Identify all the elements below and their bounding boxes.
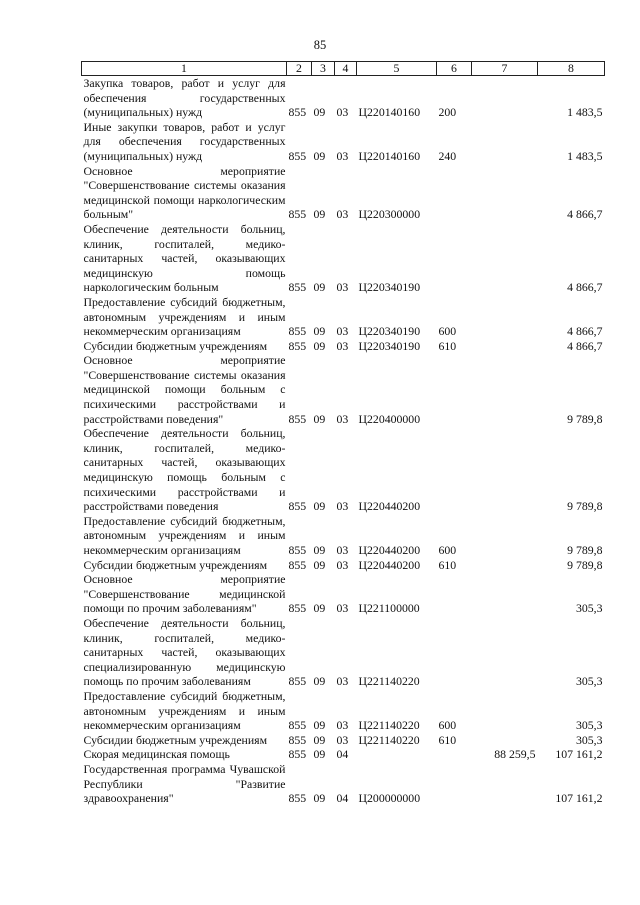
subsection-code: 03 bbox=[336, 148, 349, 163]
amount-col7 bbox=[472, 353, 538, 426]
table-row bbox=[82, 353, 605, 426]
target-article-code: Ц220440200 bbox=[358, 557, 421, 572]
amount-col7 bbox=[472, 339, 538, 354]
target-article-code: Ц220300000 bbox=[358, 207, 421, 222]
column-header: 2 bbox=[287, 62, 312, 76]
column-header: 1 bbox=[82, 62, 287, 76]
table-row bbox=[82, 616, 605, 689]
subsection-code: 03 bbox=[336, 207, 349, 222]
amount-col7 bbox=[472, 514, 538, 558]
subsection-code: 03 bbox=[336, 105, 349, 120]
table-row bbox=[82, 689, 605, 733]
ministry-code: 855 bbox=[288, 105, 307, 120]
expense-type-code: 240 bbox=[438, 148, 457, 163]
target-article-code: Ц200000000 bbox=[358, 791, 421, 806]
amount-col8: 1 483,5 bbox=[567, 105, 603, 120]
section-code: 09 bbox=[313, 674, 326, 689]
subsection-code: 03 bbox=[336, 674, 349, 689]
ministry-code: 855 bbox=[288, 718, 307, 733]
table-row bbox=[82, 120, 605, 164]
target-article-code: Ц220140160 bbox=[358, 148, 421, 163]
row-name: Субсидии бюджетным учреждениям bbox=[83, 338, 268, 353]
ministry-code: 855 bbox=[288, 732, 307, 747]
expense-type-code bbox=[437, 616, 472, 689]
amount-col8: 305,3 bbox=[575, 601, 603, 616]
amount-col7 bbox=[472, 120, 538, 164]
table-row bbox=[82, 762, 605, 806]
row-name: Обеспечение деятельности больниц, клиник, госпиталей, медико-санитарных частей, оказывающих медицинскую помощь больным с психическими расстройствами и расстройствами поведения bbox=[83, 426, 286, 514]
target-article-code: Ц221140220 bbox=[358, 674, 420, 689]
ministry-code: 855 bbox=[288, 338, 307, 353]
amount-col8: 4 866,7 bbox=[567, 280, 603, 295]
section-code: 09 bbox=[313, 543, 326, 557]
table-row bbox=[82, 747, 605, 762]
subsection-code: 03 bbox=[336, 718, 349, 733]
amount-col7 bbox=[472, 295, 538, 339]
ministry-code: 855 bbox=[288, 148, 307, 163]
section-code: 09 bbox=[313, 732, 326, 747]
row-name: Обеспечение деятельности больниц, клиник, госпиталей, медико-санитарных частей, оказывающих специализированную медицинскую помощь по прочим заболеваниям bbox=[83, 615, 286, 689]
target-article-code: Ц220440200 bbox=[358, 499, 421, 514]
target-article-code: Ц220340190 bbox=[358, 324, 421, 339]
subsection-code: 03 bbox=[336, 543, 349, 557]
expense-type-code bbox=[437, 164, 472, 222]
amount-col8: 9 789,8 bbox=[567, 411, 603, 426]
subsection-code: 04 bbox=[336, 791, 349, 806]
section-code: 09 bbox=[313, 601, 326, 616]
target-article-code bbox=[357, 747, 437, 762]
row-name: Предоставление субсидий бюджетным, автономным учреждениям и иным некоммерческим организациям bbox=[83, 513, 286, 557]
amount-col7: 88 259,5 bbox=[494, 747, 536, 762]
amount-col7 bbox=[472, 222, 538, 295]
expense-type-code: 600 bbox=[438, 324, 457, 339]
target-article-code: Ц221140220 bbox=[358, 732, 420, 747]
amount-col7 bbox=[472, 689, 538, 733]
amount-col8: 1 483,5 bbox=[567, 148, 603, 163]
table-row bbox=[82, 572, 605, 616]
ministry-code: 855 bbox=[288, 499, 307, 514]
expense-type-code: 600 bbox=[438, 718, 457, 733]
section-code: 09 bbox=[313, 791, 326, 806]
subsection-code: 03 bbox=[336, 732, 349, 747]
section-code: 09 bbox=[313, 499, 326, 514]
amount-col7 bbox=[472, 733, 538, 748]
expense-type-code bbox=[437, 426, 472, 514]
target-article-code: Ц221140220 bbox=[358, 718, 420, 733]
ministry-code: 855 bbox=[288, 543, 307, 557]
section-code: 09 bbox=[313, 557, 326, 572]
amount-col8: 4 866,7 bbox=[567, 338, 603, 353]
section-code: 09 bbox=[313, 411, 326, 426]
section-code: 09 bbox=[313, 148, 326, 163]
amount-col8: 9 789,8 bbox=[567, 557, 603, 572]
column-header: 7 bbox=[472, 62, 538, 76]
section-code: 09 bbox=[313, 718, 326, 733]
target-article-code: Ц220140160 bbox=[358, 105, 421, 120]
ministry-code: 855 bbox=[288, 324, 307, 339]
table-row bbox=[82, 222, 605, 295]
table-row bbox=[82, 339, 605, 354]
table-row bbox=[82, 426, 605, 514]
amount-col7 bbox=[472, 164, 538, 222]
target-article-code: Ц220340190 bbox=[358, 338, 421, 353]
table-row bbox=[82, 514, 605, 558]
column-header-row bbox=[82, 62, 605, 76]
column-header: 6 bbox=[437, 62, 472, 76]
expense-type-code: 610 bbox=[438, 732, 457, 747]
section-code: 09 bbox=[313, 280, 326, 295]
column-header: 4 bbox=[335, 62, 357, 76]
row-name: Основное мероприятие "Совершенствование медицинской помощи по прочим заболеваниям" bbox=[83, 572, 286, 616]
ministry-code: 855 bbox=[288, 557, 307, 572]
amount-col8: 9 789,8 bbox=[567, 543, 603, 557]
ministry-code: 855 bbox=[288, 601, 307, 616]
expense-type-code: 610 bbox=[438, 338, 457, 353]
row-name: Скорая медицинская помощь bbox=[83, 747, 230, 762]
row-name: Государственная программа Чувашской Республики "Развитие здравоохранения" bbox=[83, 761, 286, 806]
ministry-code: 855 bbox=[288, 791, 307, 806]
row-name: Иные закупки товаров, работ и услуг для обеспечения государственных (муниципальных) нужд bbox=[83, 119, 286, 163]
table-row bbox=[82, 733, 605, 748]
amount-col7 bbox=[472, 762, 538, 806]
expense-type-code bbox=[437, 572, 472, 616]
expense-type-code: 610 bbox=[438, 557, 457, 572]
row-name: Основное мероприятие "Совершенствование системы оказания медицинской помощи наркологическим больным" bbox=[83, 163, 286, 222]
subsection-code: 04 bbox=[336, 747, 349, 762]
subsection-code: 03 bbox=[336, 324, 349, 339]
table-row bbox=[82, 558, 605, 573]
amount-col7 bbox=[472, 616, 538, 689]
column-header: 3 bbox=[312, 62, 335, 76]
expense-type-code: 600 bbox=[438, 543, 457, 557]
ministry-code: 855 bbox=[288, 747, 307, 762]
row-name: Закупка товаров, работ и услуг для обеспечения государственных (муниципальных) нужд bbox=[83, 76, 286, 120]
expense-type-code bbox=[437, 747, 472, 762]
budget-table bbox=[81, 61, 605, 806]
subsection-code: 03 bbox=[336, 499, 349, 514]
table-row bbox=[82, 295, 605, 339]
column-header: 8 bbox=[538, 62, 605, 76]
section-code: 09 bbox=[313, 324, 326, 339]
row-name: Обеспечение деятельности больниц, клиник, госпиталей, медико-санитарных частей, оказывающих медицинскую помощь наркологическим больным bbox=[83, 221, 286, 295]
subsection-code: 03 bbox=[336, 557, 349, 572]
ministry-code: 855 bbox=[288, 280, 307, 295]
section-code: 09 bbox=[313, 338, 326, 353]
section-code: 09 bbox=[313, 105, 326, 120]
page-number: 85 bbox=[313, 38, 327, 52]
amount-col8: 305,3 bbox=[575, 674, 603, 689]
amount-col8: 4 866,7 bbox=[567, 324, 603, 339]
amount-col8: 305,3 bbox=[575, 718, 603, 733]
amount-col7 bbox=[472, 426, 538, 514]
expense-type-code bbox=[437, 222, 472, 295]
amount-col8: 107 161,2 bbox=[555, 791, 603, 806]
amount-col8: 9 789,8 bbox=[567, 499, 603, 514]
ministry-code: 855 bbox=[288, 674, 307, 689]
expense-type-code bbox=[437, 353, 472, 426]
row-name: Предоставление субсидий бюджетным, автономным учреждениям и иным некоммерческим организациям bbox=[83, 294, 286, 339]
amount-col8: 107 161,2 bbox=[555, 747, 603, 762]
target-article-code: Ц221100000 bbox=[358, 601, 420, 616]
subsection-code: 03 bbox=[336, 280, 349, 295]
amount-col7 bbox=[472, 572, 538, 616]
ministry-code: 855 bbox=[288, 207, 307, 222]
column-header: 5 bbox=[357, 62, 437, 76]
row-name: Субсидии бюджетным учреждениям bbox=[83, 732, 268, 747]
target-article-code: Ц220400000 bbox=[358, 411, 421, 426]
section-code: 09 bbox=[313, 747, 326, 762]
subsection-code: 03 bbox=[336, 411, 349, 426]
amount-col7 bbox=[472, 558, 538, 573]
table-row bbox=[82, 164, 605, 222]
expense-type-code: 200 bbox=[438, 105, 457, 120]
amount-col8: 4 866,7 bbox=[567, 207, 603, 222]
expense-type-code bbox=[437, 762, 472, 806]
row-name: Предоставление субсидий бюджетным, автономным учреждениям и иным некоммерческим организациям bbox=[83, 688, 286, 733]
ministry-code: 855 bbox=[288, 411, 307, 426]
target-article-code: Ц220440200 bbox=[358, 543, 421, 557]
subsection-code: 03 bbox=[336, 338, 349, 353]
target-article-code: Ц220340190 bbox=[358, 280, 421, 295]
section-code: 09 bbox=[313, 207, 326, 222]
table-row bbox=[82, 76, 605, 120]
row-name: Основное мероприятие "Совершенствование системы оказания медицинской помощи больным с психическими расстройствами и расстройствами поведения" bbox=[83, 353, 286, 426]
amount-col8: 305,3 bbox=[575, 732, 603, 747]
amount-col7 bbox=[472, 76, 538, 120]
subsection-code: 03 bbox=[336, 601, 349, 616]
row-name: Субсидии бюджетным учреждениям bbox=[83, 557, 268, 572]
